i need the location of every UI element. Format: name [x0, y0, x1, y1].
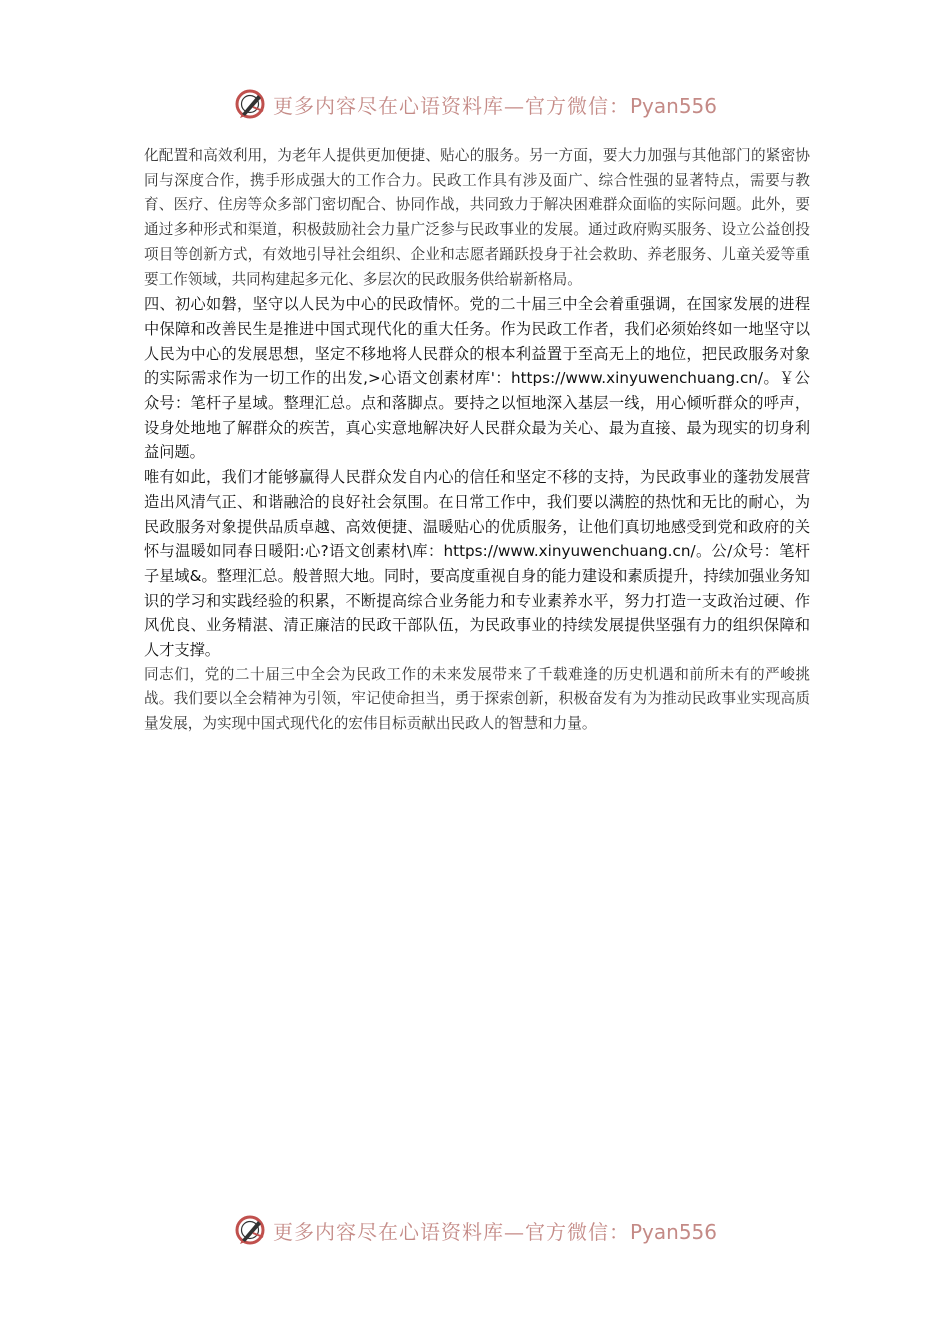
- paragraph-4: 同志们，党的二十届三中全会为民政工作的未来发展带来了千载难逢的历史机遇和前所未有的严峻挑战。我们要以全会精神为引领，牢记使命担当，勇于探索创新，积极奋发有为为推动民政事业实现高质量发展，为实现中国式现代化的宏伟目标贡献出民政人的智慧和力量。: [144, 665, 810, 733]
- footer-banner: [0, 1208, 950, 1252]
- pen-logo-icon: [233, 1213, 267, 1247]
- paragraph-2: 四、初心如磐，坚守以人民为中心的民政情怀。党的二十届三中全会着重强调，在国家发展的进程中保障和改善民生是推进中国式现代化的重大任务。作为民政工作者，我们必须始终如一地坚守以人民为中心的发展思想，坚定不移地将人民群众的根本利益置于至高无上的地位，把民政服务对象的实际需求作为一切工作的出发,>心语文创素材库'：https://www.xinyuwenchuang.cn/。￥公众号：笔杆子星域。整理汇总。点和落脚点。要持之以恒地深入基层一线，用心倾听群众的呼声，设身处地地了解群众的疾苦，真心实意地解决好人民群众最为关心、最为直接、最为现实的切身利益问题。: [144, 295, 810, 462]
- footer-banner-label: 更多内容尽在心语资料库—官方微信：: [272, 1219, 630, 1244]
- footer-banner-text: [273, 1216, 717, 1245]
- document-body: [144, 144, 810, 737]
- footer-banner-wechat-id: Pyan556: [629, 1219, 717, 1244]
- header-banner-wechat-id: Pyan556: [629, 93, 717, 118]
- header-banner-text: [273, 90, 717, 119]
- header-banner: [0, 82, 950, 126]
- paragraph-1: 化配置和高效利用，为老年人提供更加便捷、贴心的服务。另一方面，要大力加强与其他部门的紧密协同与深度合作，携手形成强大的工作合力。民政工作具有涉及面广、综合性强的显著特点，需要与教育、医疗、住房等众多部门密切配合、协同作战，共同致力于解决困难群众面临的实际问题。此外，要通过多种形式和渠道，积极鼓励社会力量广泛参与民政事业的发展。通过政府购买服务、设立公益创投项目等创新方式，有效地引导社会组织、企业和志愿者踊跃投身于社会救助、养老服务、儿童关爱等重要工作领域，共同构建起多元化、多层次的民政服务供给崭新格局。: [144, 147, 810, 288]
- paragraph-3: 唯有如此，我们才能够赢得人民群众发自内心的信任和坚定不移的支持，为民政事业的蓬勃发展营造出风清气正、和谐融洽的良好社会氛围。在日常工作中，我们要以满腔的热忱和无比的耐心，为民政服务对象提供品质卓越、高效便捷、温暖贴心的优质服务，让他们真切地感受到党和政府的关怀与温暖如同春日暖阳:心?语文创素材\库：https://www.xinyuwenchuang.cn/。公/众号：笔杆子星域&。整理汇总。般普照大地。同时，要高度重视自身的能力建设和素质提升，持续加强业务知识的学习和实践经验的积累，不断提高综合业务能力和专业素养水平，努力打造一支政治过硬、作风优良、业务精湛、清正廉洁的民政干部队伍，为民政事业的持续发展提供坚强有力的组织保障和人才支撑。: [144, 468, 810, 660]
- header-banner-label: 更多内容尽在心语资料库—官方微信：: [272, 93, 630, 118]
- pen-logo-icon: [233, 87, 267, 121]
